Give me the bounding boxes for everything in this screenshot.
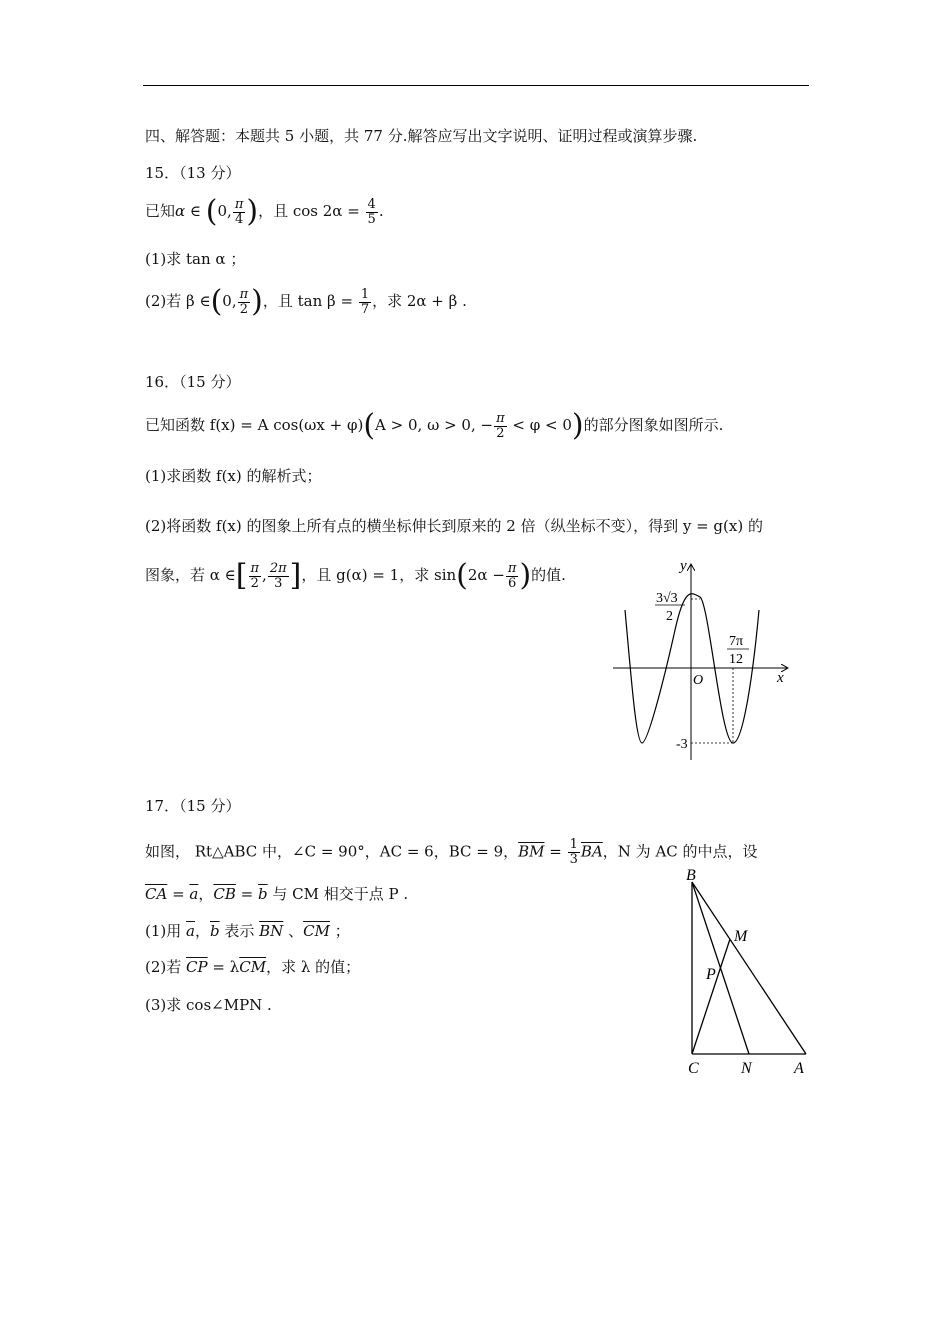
label-n: N xyxy=(741,1060,752,1077)
q17-part3: (3)求 cos∠MPN . xyxy=(145,996,272,1014)
q16-part1: (1)求函数 f(x) 的解析式； xyxy=(145,467,322,485)
x-mark-den: 12 xyxy=(729,652,743,667)
q16-part2-line1: (2)将函数 f(x) 的图象上所有点的横坐标伸长到原来的 2 倍（纵坐标不变），得到 y = g(x) 的 xyxy=(145,517,763,535)
q15-part1: (1)求 tan α ； xyxy=(145,250,246,268)
x-axis-label: x xyxy=(777,670,784,686)
max-num: 3√3 xyxy=(656,591,678,606)
q15-given: 已知α ∈ (0, $\frac{\pi}{4}$ )，且 cos 2α = $\frac{4}{5}$ . xyxy=(145,194,384,229)
header-rule xyxy=(143,85,809,86)
q17-part1: (1)用 $\overline{a}$，$\overline{b}$ 表示 $\overline{BN}$ 、$\overline{CM}$ ； xyxy=(145,922,350,940)
q16-number: 16．（15 分） xyxy=(145,373,241,391)
q17-given-line1: 如图， Rt△ABC 中，∠C = 90°，AC = 6，BC = 9，$\overline{BM}$ = $\frac{1}{3}$ $\overline{BA}$，N 为 AC 的中点，设 xyxy=(145,837,758,867)
x-mark-num: 7π xyxy=(729,634,744,649)
q16-part2-line2: 图象，若 α ∈[ $\frac{\pi}{2}$ , $\frac{2\pi}{3}$ ]，且 g(α) = 1，求 sin(2α − $\frac{\pi}{6}$ )的值. xyxy=(145,558,566,593)
segment-cm xyxy=(692,939,730,1054)
cosine-graph xyxy=(605,555,805,765)
q17-given-line2: $\overline{CA} = \overline{a}$，$\overline{CB} = \overline{b}$ 与 CM 相交于点 P . xyxy=(145,885,409,903)
y-axis-label: y xyxy=(680,558,687,574)
label-a: A xyxy=(794,1060,804,1077)
q17-part2: (2)若 $\overline{CP} = \lambda\overline{CM}$，求 λ 的值； xyxy=(145,958,361,976)
min-label: -3 xyxy=(676,737,688,752)
q17-number: 17．（15 分） xyxy=(145,797,241,815)
q15-number: 15．（13 分） xyxy=(145,164,241,182)
q15-part2: (2)若 β ∈(0, $\frac{\pi}{2}$ )，且 tan β = $\frac{1}{7}$ ，求 2α + β . xyxy=(145,284,467,319)
triangle-figure xyxy=(680,862,815,1082)
origin-label: O xyxy=(693,673,704,688)
label-m: M xyxy=(734,928,748,945)
label-p: P xyxy=(706,966,716,983)
max-den: 2 xyxy=(666,609,673,624)
label-c: C xyxy=(688,1060,699,1077)
label-b: B xyxy=(686,867,696,884)
section-header: 四、解答题：本题共 5 小题，共 77 分.解答应写出文字说明、证明过程或演算步骤. xyxy=(145,127,698,145)
q16-given: 已知函数 f(x) = A cos(ωx + φ)(A > 0, ω > 0, − $\frac{\pi}{2}$ < φ < 0)的部分图象如图所示. xyxy=(145,408,724,443)
